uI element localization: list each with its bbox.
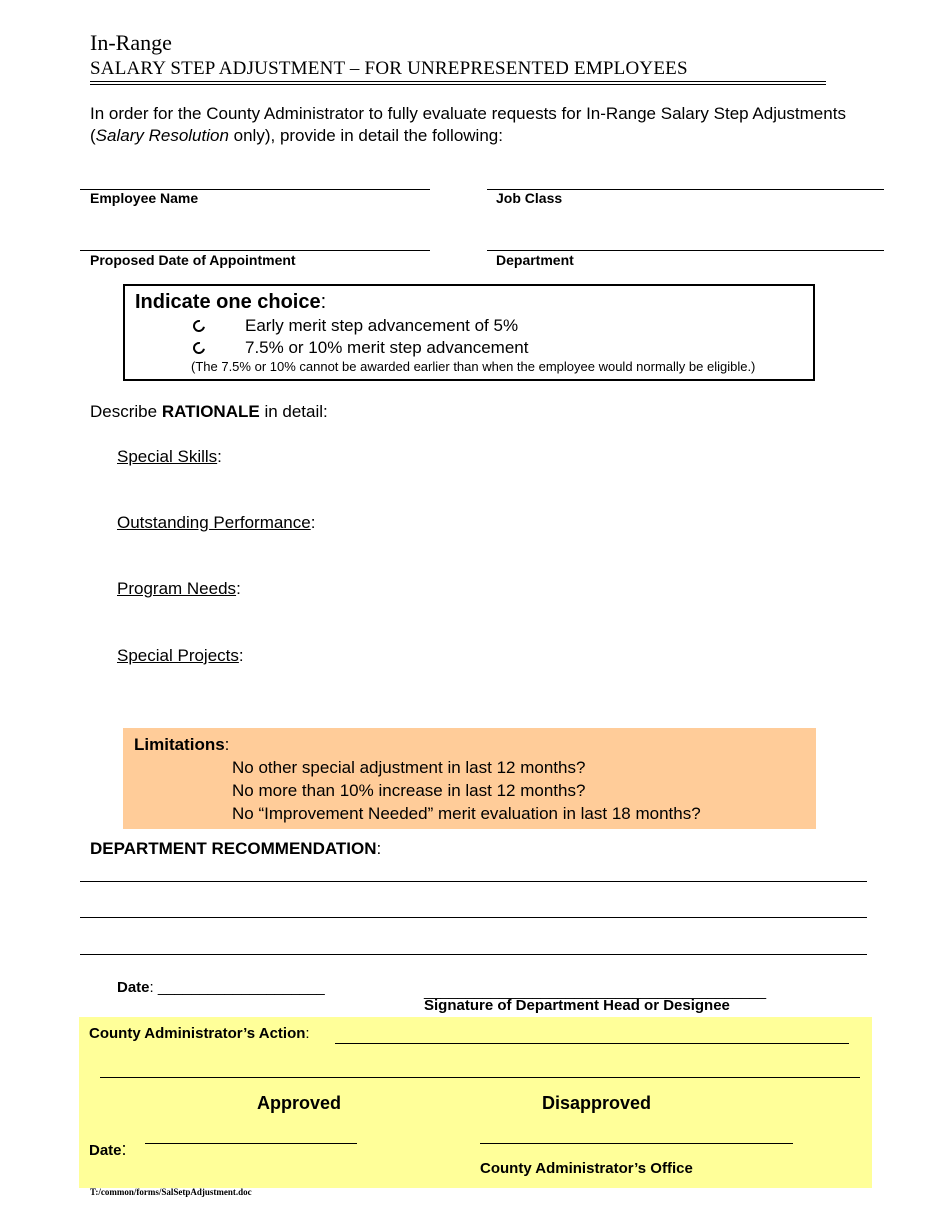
proposed-date-label: Proposed Date of Appointment: [90, 252, 296, 268]
rationale-item-special-projects: Special Projects:: [117, 646, 244, 665]
intro-paragraph: [90, 103, 850, 147]
limitation-item-2: No more than 10% increase in last 12 months?: [232, 781, 586, 800]
limitations-box: [123, 728, 816, 829]
limitations-title: [134, 735, 229, 755]
disapproved-option[interactable]: Disapproved: [542, 1093, 652, 1113]
footer-file-path: T:/common/forms/SalSetpAdjustment.doc: [90, 1187, 252, 1197]
ca-office-label: County Administrator’s Office: [480, 1160, 693, 1177]
choice-option-1-label: Early merit step advancement of 5%: [245, 316, 519, 335]
radio-bullet-icon[interactable]: [191, 318, 208, 335]
rationale-item-label: Outstanding Performance: [117, 513, 311, 532]
rationale-suffix: in detail:: [259, 402, 328, 421]
ca-signature-line[interactable]: [480, 1143, 793, 1144]
rationale-heading: [90, 402, 328, 422]
rationale-item-special-skills: Special Skills:: [117, 447, 222, 466]
choice-title-colon: :: [320, 291, 327, 313]
county-administrator-action-box: [79, 1017, 872, 1188]
choice-title: [135, 291, 326, 314]
recommendation-line-1[interactable]: [80, 881, 867, 882]
ca-action-line-2[interactable]: [100, 1077, 860, 1078]
ca-date-line[interactable]: [145, 1143, 357, 1144]
job-class-label: Job Class: [496, 190, 563, 206]
department-label: Department: [496, 252, 574, 268]
rationale-item-label: Special Projects: [117, 646, 239, 665]
choice-note: (The 7.5% or 10% cannot be awarded earlier than when the employee would normally be eligible.): [191, 359, 756, 374]
radio-bullet-icon[interactable]: [191, 340, 208, 357]
department-date-label: Date: [117, 979, 150, 996]
rationale-prefix: Describe: [90, 402, 162, 421]
rationale-item-label: Special Skills: [117, 447, 218, 466]
department-recommendation-text: DEPARTMENT RECOMMENDATION: [90, 839, 377, 858]
department-date-blank[interactable]: ____________________: [153, 979, 325, 996]
limitations-title-text: Limitations: [134, 735, 225, 754]
ca-date-label-colon: :: [121, 1139, 127, 1159]
ca-action-label: [89, 1025, 310, 1042]
intro-text-before: In order for the County Administrator to fully evaluate requests for In-Range Salary Step Adjustments (: [90, 104, 846, 145]
choice-option-2[interactable]: [193, 338, 528, 358]
approved-option[interactable]: Approved: [257, 1093, 342, 1113]
ca-date-label: [89, 1139, 127, 1160]
rationale-bold: RATIONALE: [161, 402, 260, 421]
limitation-item-1: No other special adjustment in last 12 months?: [232, 758, 586, 777]
department-date-field[interactable]: [117, 979, 325, 996]
employee-name-label: Employee Name: [90, 190, 199, 206]
choice-title-text: Indicate one choice: [135, 291, 321, 313]
limitation-item-3: No “Improvement Needed” merit evaluation in last 18 months?: [232, 804, 701, 823]
department-line[interactable]: [487, 250, 884, 251]
limitations-title-colon: :: [224, 735, 230, 754]
recommendation-line-2[interactable]: [80, 917, 867, 918]
department-recommendation-colon: :: [376, 839, 382, 858]
department-signature-label: Signature of Department Head or Designee: [424, 997, 730, 1014]
choice-option-1[interactable]: [193, 316, 518, 336]
department-recommendation-heading: [90, 839, 381, 859]
department-date-colon: :: [149, 979, 154, 996]
department-signature-line[interactable]: _________________________________________: [424, 983, 767, 1000]
rationale-item-outstanding-performance: Outstanding Performance:: [117, 513, 316, 532]
ca-date-label-text: Date: [89, 1142, 122, 1159]
recommendation-line-3[interactable]: [80, 954, 867, 955]
ca-action-label-text: County Administrator’s Action: [89, 1025, 306, 1042]
form-title-line2: SALARY STEP ADJUSTMENT – FOR UNREPRESENTED EMPLOYEES: [90, 58, 826, 82]
rationale-item-program-needs: Program Needs:: [117, 579, 241, 598]
ca-action-line-1[interactable]: [335, 1043, 849, 1044]
ca-action-label-colon: :: [305, 1025, 310, 1042]
choice-option-2-label: 7.5% or 10% merit step advancement: [245, 338, 529, 357]
proposed-date-line[interactable]: [80, 250, 430, 251]
form-title-line1: In-Range: [90, 30, 172, 55]
intro-text-italic: Salary Resolution: [95, 126, 229, 145]
intro-text-after: only), provide in detail the following:: [228, 126, 503, 145]
rationale-item-label: Program Needs: [117, 579, 237, 598]
choice-box: [123, 284, 815, 381]
